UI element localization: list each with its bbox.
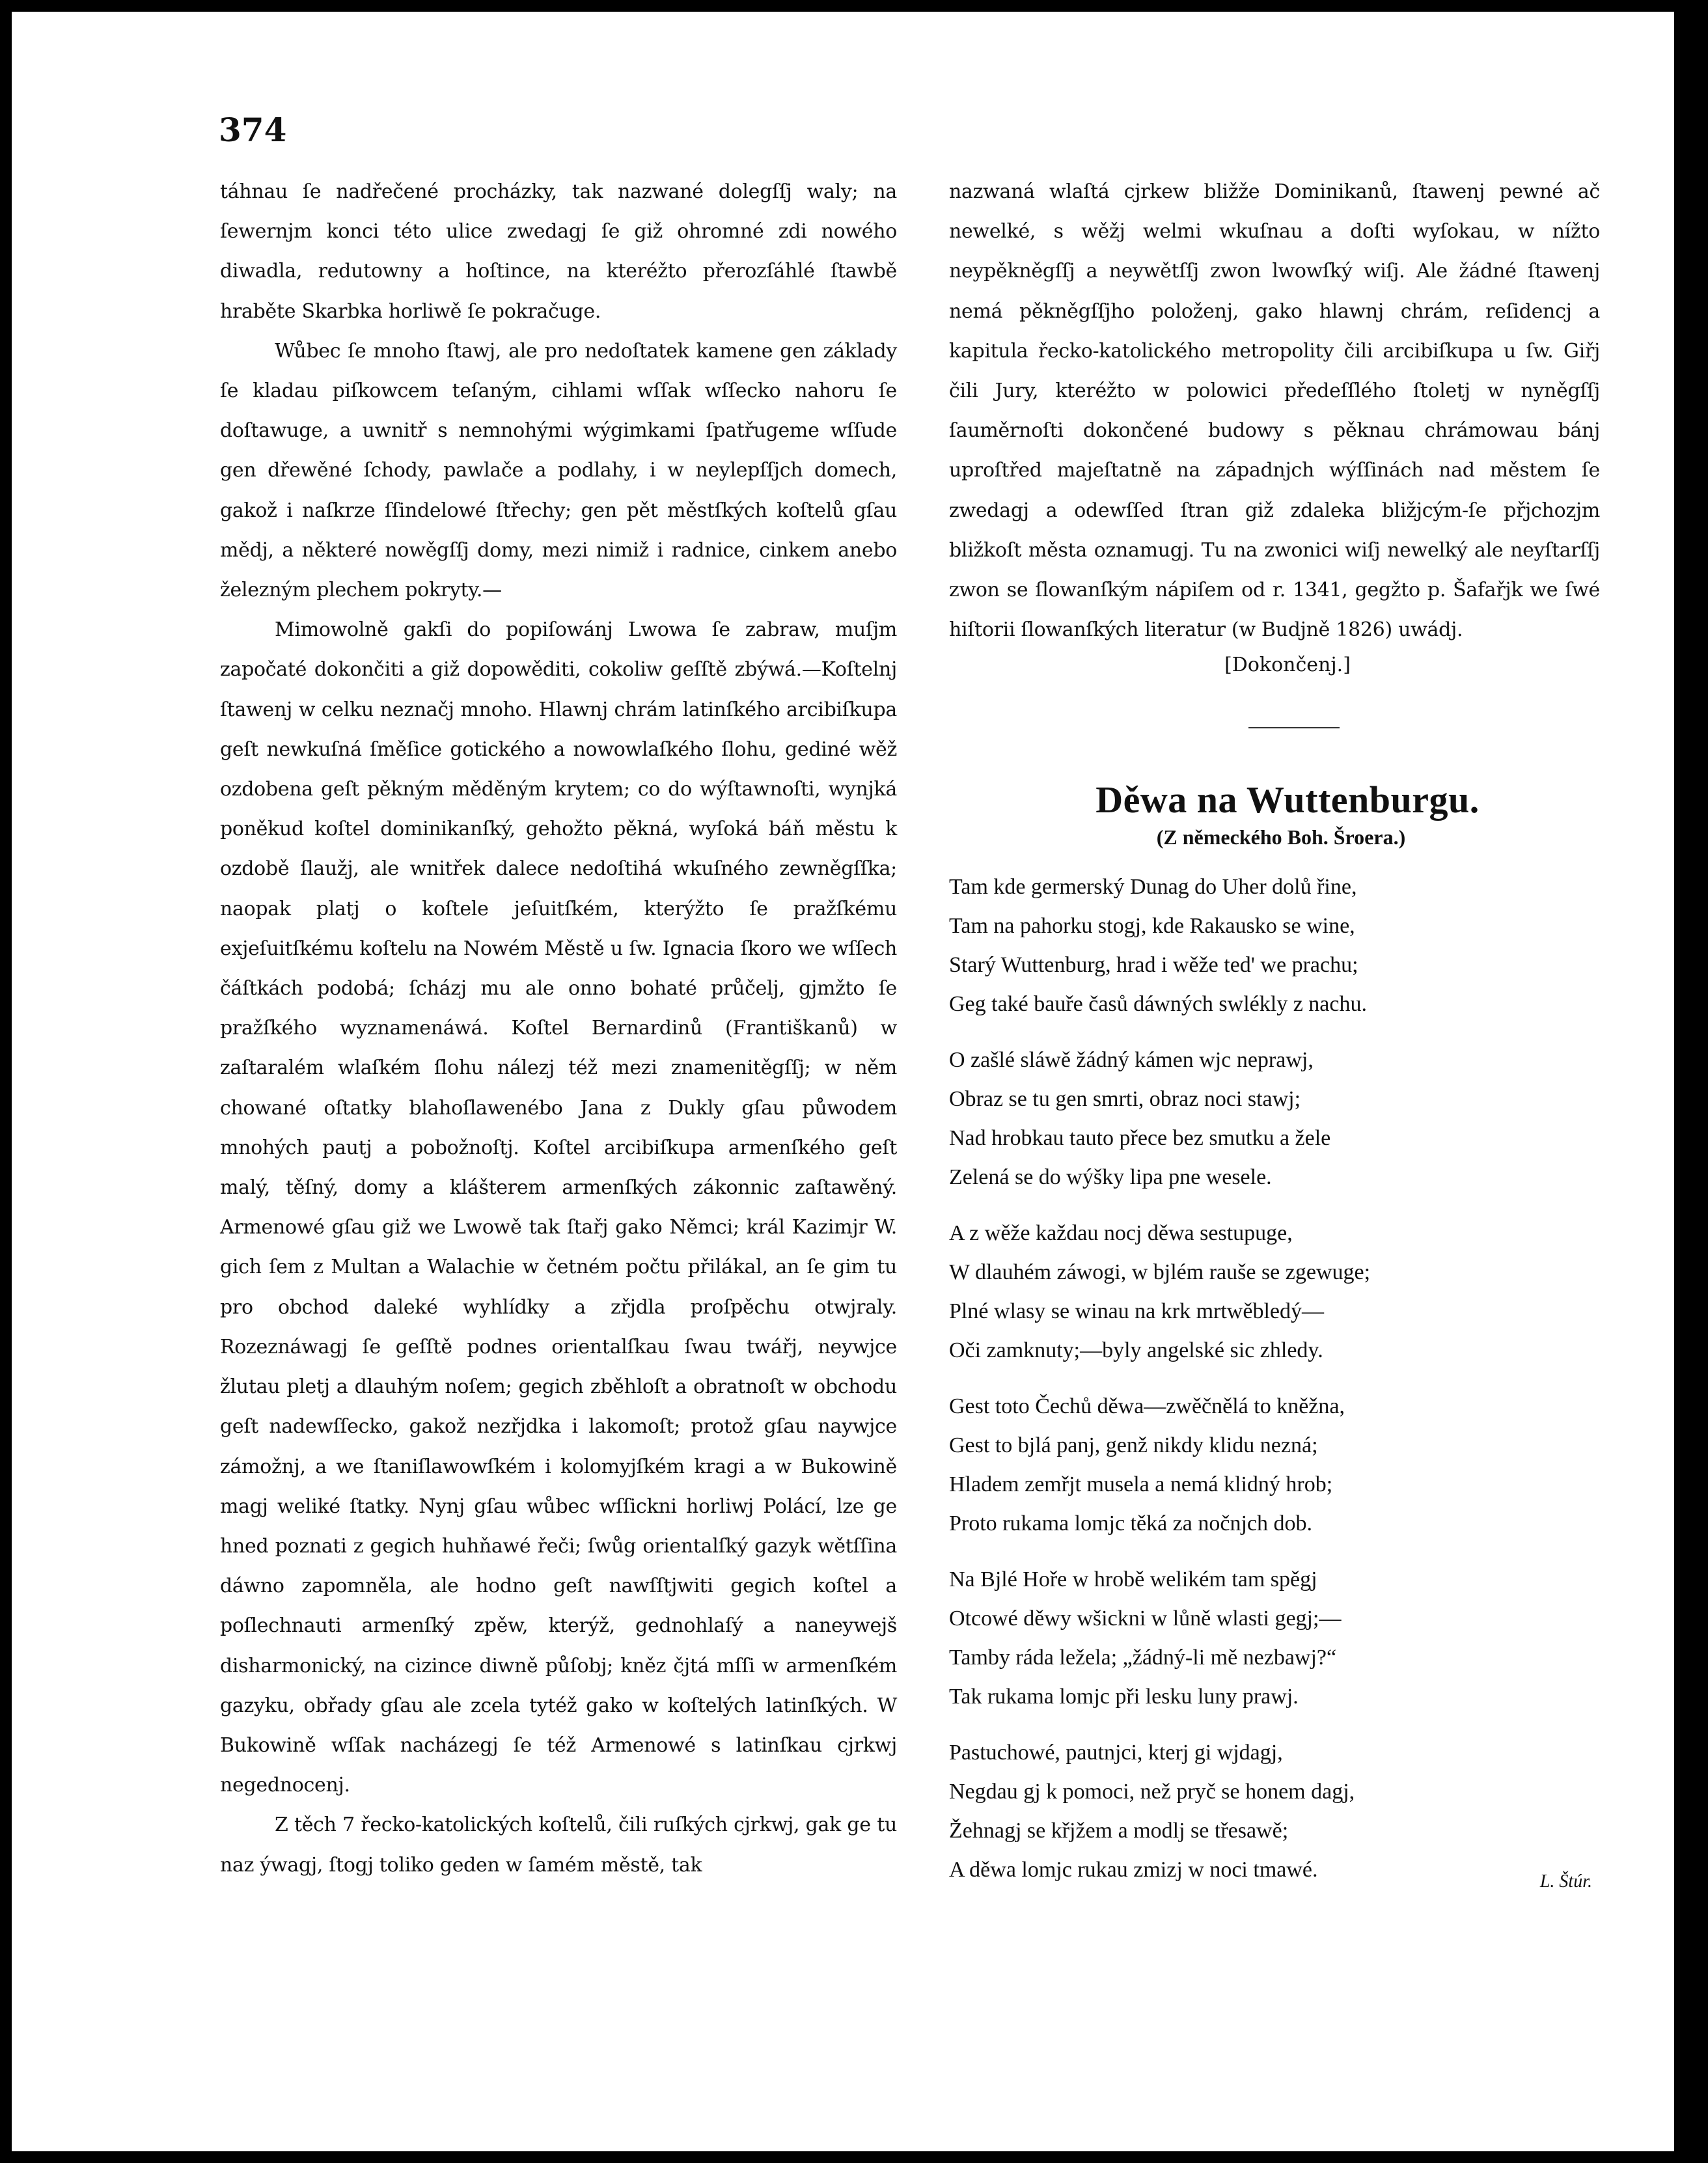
paragraph: Z těch 7 řecko-katolických koſtelů, čili ruſkých cjrkwj, gak ge tu naz ýwagj, ſtogj toliko geden w ſamém městě, tak xyxy=(220,1813,897,1877)
verse-line: Gest to bjlá panj, genž nikdy klidu nezná; xyxy=(949,1433,1318,1458)
verse-line: Na Bjlé Hoře w hrobě welikém tam spěgj xyxy=(949,1567,1317,1592)
verse-line: W dlauhém záwogi, w bjlém rauše se zgewuge; xyxy=(949,1260,1371,1285)
stanza xyxy=(949,1041,1600,1197)
poem-subtitle: (Z německého Boh. Šroera.) xyxy=(1156,825,1406,849)
poem-title: Děwa na Wuttenburgu. xyxy=(1095,778,1480,821)
verse-line: Zelená se do wýšky lipa pne wesele. xyxy=(949,1165,1272,1190)
stanza xyxy=(949,868,1600,1024)
verse-line: Negdau gj k pomoci, než pryč se honem dagj, xyxy=(949,1780,1355,1804)
verse-line: O zašlé sláwě žádný kámen wjc neprawj, xyxy=(949,1048,1314,1073)
section-divider xyxy=(1248,727,1340,728)
left-column xyxy=(220,172,897,1885)
scanned-page xyxy=(12,12,1674,2151)
verse-line: Oči zamknuty;—byly angelské sic zhledy. xyxy=(949,1338,1323,1363)
verse-line: Gest toto Čechů děwa—zwěčnělá to kněžna, xyxy=(949,1394,1345,1419)
paragraph: Wůbec ſe mnoho ſtawj, ale pro nedoſtatek kamene gen základy ſe kladau piſkowcem teſaným, cihlami wſſak wſſecko nahoru ſe doſtawuge, a uwnitř s nemnohými wýgimkami ſpatřugeme wſſude gen dřewěné ſchody, pawlače a podlahy, i w neylepſſjch domech, gakož i naſkrze ſſindelowé ſtřechy; gen pět městſkých koſtelů gſau mědj, a některé nowěgſſj domy, mezi nimiž i radnice, cinkem anebo železným plechem pokryty.— xyxy=(220,339,897,602)
verse-line: A z wěže každau nocj děwa sestupuge, xyxy=(949,1221,1293,1246)
scan-border xyxy=(1677,0,1708,2163)
stanza xyxy=(949,1560,1600,1716)
verse-line: Žehnagj se křjžem a modlj se třesawě; xyxy=(949,1819,1289,1843)
verse-line: Tam na pahorku stogj, kde Rakausko se wine, xyxy=(949,914,1355,939)
verse-line: Otcowé děwy wšickni w lůně wlasti gegj;— xyxy=(949,1606,1342,1631)
verse-line: Nad hrobkau tauto přece bez smutku a žele xyxy=(949,1126,1331,1151)
stanza xyxy=(949,1733,1600,1890)
page-number: 374 xyxy=(219,111,287,149)
verse-line: Geg také bauře časů dáwných swlékly z nachu. xyxy=(949,992,1367,1017)
verse-line: Tak rukama lomjc při lesku luny prawj. xyxy=(949,1685,1299,1709)
verse-line: Tamby ráda ležela; „žádný-li mě nezbawj?“ xyxy=(949,1646,1337,1670)
verse-line: Obraz se tu gen smrti, obraz noci stawj; xyxy=(949,1087,1301,1112)
paragraph: Mimowolně gakſi do popiſowánj Lwowa ſe zabraw, muſjm započaté dokončiti a giž dopowěditi, cokoliw geſſtě zbýwá.—Koſtelnj ſtawenj w celku neznačj mnoho. Hlawnj chrám latinſkého arcibiſkupa geſt newkuſná ſměſice gotického a nowowlaſkého ſlohu, gediné wěž ozdobena geſt pěkným měděným krytem; co do wýſtawnoſti, wynjká poněkud koſtel dominikanſký, gehožto pěkná, wyſoká báň městu k ozdobě ſlaužj, ale wnitřek dalece nedoſtihá wkuſného zewněgſſka; naopak platj o koſtele jeſuitſkém, kterýžto ſe pražſkému exjeſuitſkému koſtelu na Nowém Městě u ſw. Ignacia ſkoro we wſſech čáſtkách podobá; ſcházj mu ale onno bohaté průčelj, gjmžto ſe pražſkého wyznamenáwá. Koſtel Bernardinů (Františkanů) w zaſtaralém wlaſkém ſlohu nálezj též mezi znamenitěgſſj; w něm chowané oſtatky blahoſlawenébo Jana z Dukly gſau půwodem mnohých pautj a pobožnoſtj. Koſtel arcibiſkupa armenſkého geſt malý, těſný, domy a klášterem armenſkých zákonnic zaſtawěný. Armenowé gſau giž we Lwowě tak ſtařj gako Němci; král Kazimjr W. gich ſem z Multan a Walachie w četném počtu přilákal, an ſe gim tu pro obchod daleké wyhlídky a zřjdla proſpěchu otwjraly. Rozeznáwagj ſe geſſtě podnes orientalſkau ſwau twářj, neywjce žlutau pletj a dlauhým noſem; gegich zběhloſt a obratnoſt w obchodu geſt nadewſſecko, gakož nezřjdka i lakomoſt; protož gſau naywjce zámožnj, a we ſtaniſlawowſkém i kolomyjſkém kragi a w Bukowině magj weliké ſtatky. Nynj gſau wůbec wſſickni horliwj Polácí, lze ge hned poznati z gegich huhňawé řeči; ſwůg orientalſký gazyk wětſſina dáwno zapomněla, ale hodno geſt nawſſtjwiti gegich koſtel a poſlechnauti armenſký zpěw, kterýž, gednohlaſý a naneywejš disharmonický, na cizince diwně půſobj; kněz čjtá mſſi w armenſkém gazyku, obřady gſau ale zcela tytéž gako w koſtelých latinſkých. W Bukowině wſſak nacházegj ſe též Armenowé s latinſkau cjrkwj negednocenj. xyxy=(220,618,897,1797)
verse-line: Proto rukama lomjc těká za nočnjch dob. xyxy=(949,1511,1312,1536)
verse-line: Tam kde germerský Dunag do Uher dolů řine, xyxy=(949,875,1357,900)
concluded-note: [Dokončenj.] xyxy=(1224,654,1351,677)
verse-line: Starý Wuttenburg, hrad i wěže ted' we prachu; xyxy=(949,953,1358,978)
verse-line: Pastuchowé, pautnjci, kterj gi wjdagj, xyxy=(949,1741,1283,1765)
paragraph: táhnau ſe nadřečené procházky, tak nazwané dolegſſj waly; na ſewernjm konci této ulice zwedagj ſe giž ohromné zdi nowého diwadla, redutowny a hoſtince, na kteréžto přerozſáhlé ſtawbě hraběte Skarbka horliwě ſe pokračuge. xyxy=(220,180,897,323)
right-column xyxy=(949,172,1600,1892)
continuation-paragraph: nazwaná wlaſtá cjrkew bližže Dominikanů, ſtawenj pewné ač newelké, s wěžj welmi wkuſnau a doſti wyſokau, w nížto neypěkněgſſj a neywětſſj zwon lwowſký wiſj. Ale žádné ſtawenj nemá pěkněgſſjho položenj, gako hlawnj chrám, reſidencj a kapitula řecko-katolického metropolity čili arcibiſkupa u ſw. Giřj čili Jury, kteréžto w polowici předeſſlého ſtoletj w nyněgſſj ſauměrnoſti dokončené budowy s pěknau chrámowau bánj uproſtřed majeſtatně na západnjch wýſſinách nad městem ſe zwedagj a odewſſed ſtran giž zdaleka bližjcým-ſe přjchozjm bližkoſt města oznamugj. Tu na zwonici wiſj newelký ale neyſtarſſj zwon se ſlowanſkým nápiſem od r. 1341, gegžto p. Šafařjk we ſwé hiſtorii ſlowanſkých literatur (w Budjně 1826) uwádj. xyxy=(949,180,1600,642)
verse-line: Hladem zemřjt musela a nemá klidný hrob; xyxy=(949,1472,1333,1497)
verse-line: A děwa lomjc rukau zmizj w noci tmawé. xyxy=(949,1858,1318,1882)
stanza xyxy=(949,1214,1600,1370)
stanza xyxy=(949,1387,1600,1543)
poem-author: L. Štúr. xyxy=(1539,1871,1592,1892)
verse-line: Plné wlasy se winau na krk mrtwěbledý— xyxy=(949,1299,1324,1324)
